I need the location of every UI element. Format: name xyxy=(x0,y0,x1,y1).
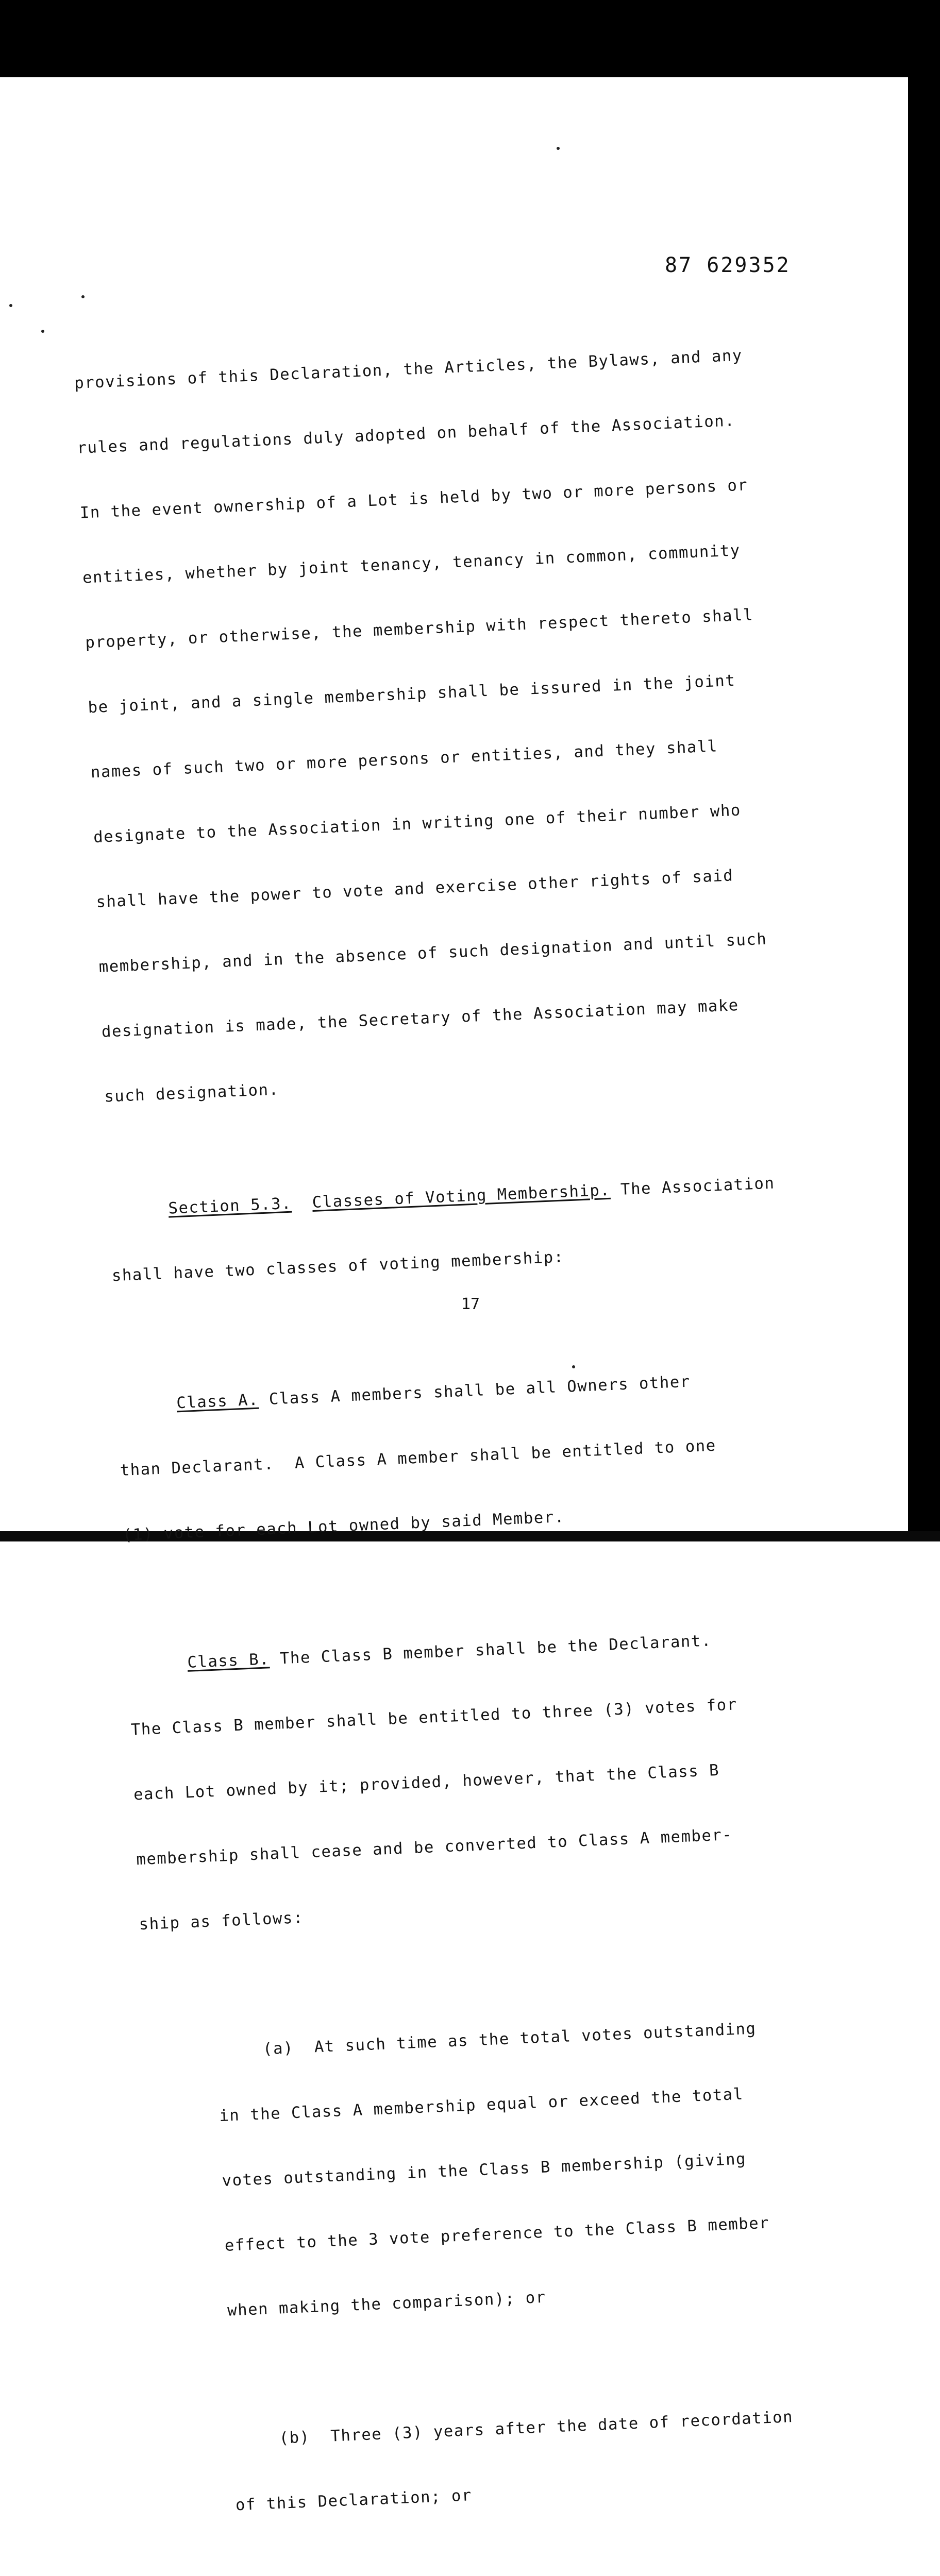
item-a xyxy=(142,1969,904,2368)
section-intro: The Association xyxy=(610,1174,776,1199)
text-line: be joint, and a single membership shall be issured in the joint xyxy=(88,671,736,717)
section-heading-line xyxy=(109,1170,856,1223)
text-line: in the Class A membership equal or exceed the total xyxy=(219,2085,744,2126)
text-line: (1) vote for each Lot owned by said Member. xyxy=(122,1508,565,1545)
text-line: (b) Three (3) years after the date of recordation xyxy=(279,2408,794,2448)
scan-speck xyxy=(557,147,560,150)
scan-speck xyxy=(9,304,12,307)
class-a-heading: Class A. xyxy=(176,1391,259,1413)
text-line: membership, and in the absence of such designation and until such xyxy=(98,930,768,976)
section-heading xyxy=(107,1126,861,1330)
text-line: such designation. xyxy=(104,1080,280,1106)
section-label: Section 5.3. xyxy=(167,1194,292,1218)
class-a-text: Class A members shall be all Owners other xyxy=(258,1372,691,1409)
page-number: 17 xyxy=(461,1295,480,1313)
paragraph-ownership xyxy=(72,298,853,1151)
class-b-heading: Class B. xyxy=(187,1650,270,1672)
text-line: each Lot owned by it; provided, however, that the Class B xyxy=(133,1761,720,1804)
scan-border-top xyxy=(0,0,940,77)
scan-border-right xyxy=(908,0,940,1541)
text-line: membership shall cease and be converted to Class A member- xyxy=(136,1825,733,1869)
section-title: Classes of Voting Membership. xyxy=(312,1181,611,1212)
class-b-paragraph xyxy=(126,1580,888,1979)
scan-speck xyxy=(81,295,85,298)
text-line: than Declarant. A Class A member shall be entitled to one xyxy=(120,1436,717,1480)
text-line: effect to the 3 vote preference to the Class B member xyxy=(224,2214,770,2255)
text-line: entities, whether by joint tenancy, tenancy in common, community xyxy=(82,541,741,587)
text-line: rules and regulations duly adopted on behalf of the Association. xyxy=(76,412,735,457)
text-line: shall have two classes of voting membership: xyxy=(111,1248,565,1285)
document-body xyxy=(72,298,940,2576)
text-line: ship as follows: xyxy=(139,1908,304,1934)
text-line: designate to the Association in writing one of their number who xyxy=(93,801,742,847)
scan-speck xyxy=(41,330,44,333)
text-line: names of such two or more persons or entities, and they shall xyxy=(90,737,718,782)
text-line: provisions of this Declaration, the Articles, the Bylaws, and any xyxy=(74,346,743,393)
class-b-text: The Class B member shall be the Declarant. xyxy=(269,1632,712,1669)
text-line: The Class B member shall be entitled to three (3) votes for xyxy=(130,1696,738,1739)
text-line: of this Declaration; or xyxy=(235,2486,473,2515)
text-line: In the event ownership of a Lot is held by two or more persons or xyxy=(79,476,749,522)
text-line: designation is made, the Secretary of the Association may make xyxy=(101,996,740,1041)
class-b-first-line xyxy=(128,1623,875,1676)
text-line: property, or otherwise, the membership with respect thereto shall xyxy=(85,606,754,652)
item-b xyxy=(159,2359,913,2563)
class-a-paragraph xyxy=(115,1321,871,1590)
text-line: (a) At such time as the total votes outstanding xyxy=(262,2020,757,2059)
document-number: 87 629352 xyxy=(665,253,791,277)
text-line: when making the comparison); or xyxy=(227,2288,547,2320)
text-line: shall have the power to vote and exercise other rights of said xyxy=(95,867,734,912)
class-a-first-line xyxy=(117,1364,864,1417)
text-line: votes outstanding in the Class B membership (giving xyxy=(222,2150,747,2190)
